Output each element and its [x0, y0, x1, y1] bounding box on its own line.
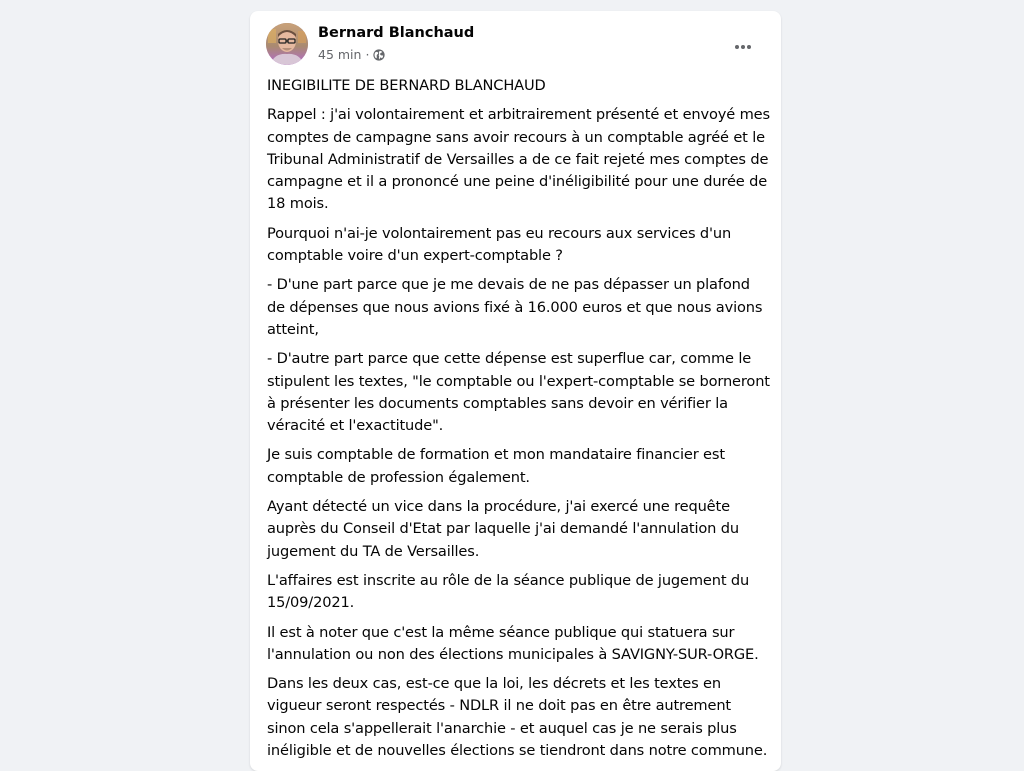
more-dot-icon — [735, 45, 739, 49]
post-title-paragraph: INEGIBILITE DE BERNARD BLANCHAUD — [267, 77, 546, 94]
post-paragraph: Je suis comptable de formation et mon mandataire financier est comptable de profession également. — [267, 446, 725, 486]
globe-icon[interactable] — [373, 49, 385, 61]
post-paragraph: L'affaires est inscrite au rôle de la séance publique de jugement du 15/09/2021. — [267, 571, 750, 612]
more-dot-icon — [741, 45, 745, 49]
post-paragraph: Rappel : j'ai volontairement et arbitrairement présenté et envoyé mes comptes de campagne sans avoir recours à un comptable agréé et le Tribunal Administratif de Versailles a de ce fait rejeté mes comptes de campagne et il a prononcé une peine d'inéligibilité pour une durée de 18 mois. — [267, 106, 770, 213]
post-paragraph: Ayant détecté un vice dans la procédure, j'ai exercé une requête auprès du Conseil d'Etat par laquelle j'ai demandé l'annulation du jugement du TA de Versailles. — [267, 498, 739, 560]
author-avatar[interactable] — [266, 23, 308, 65]
post-paragraph: Dans les deux cas, est-ce que la loi, les décrets et les textes en vigueur seront respectés - NDLR il ne doit pas en être autrement sinon cela s'appellerait l'anarchie - et auquel cas je ne serais plus inéligible et de nouvelles élections se tiendront dans notre commune. — [267, 675, 768, 760]
more-options-button[interactable] — [725, 29, 761, 65]
post-paragraph: - D'une part parce que je me devais de ne pas dépasser un plafond de dépenses que nous avions fixé à 16.000 euros et que nous avions atteint, — [267, 276, 763, 338]
meta-separator: · — [365, 47, 370, 62]
post-body — [267, 75, 772, 769]
post-timestamp[interactable]: 45 min — [318, 47, 362, 62]
post-meta — [318, 47, 385, 62]
profile-photo-icon — [266, 23, 308, 65]
author-name[interactable]: Bernard Blanchaud — [318, 25, 475, 41]
post-paragraph: Il est à noter que c'est la même séance publique qui statuera sur l'annulation ou non des élections municipales à SAVIGNY-SUR-ORGE. — [267, 623, 759, 663]
post-paragraph: - D'autre part parce que cette dépense est superflue car, comme le stipulent les textes, "le comptable ou l'expert-comptable se borneront à présenter les documents comptables sans devoir en vérifier la véracité et l'exactitude". — [267, 350, 770, 435]
more-dot-icon — [747, 45, 751, 49]
post-card — [250, 11, 781, 771]
post-header — [266, 23, 765, 67]
post-paragraph: Pourquoi n'ai-je volontairement pas eu recours aux services d'un comptable voire d'un expert-comptable ? — [267, 224, 732, 265]
